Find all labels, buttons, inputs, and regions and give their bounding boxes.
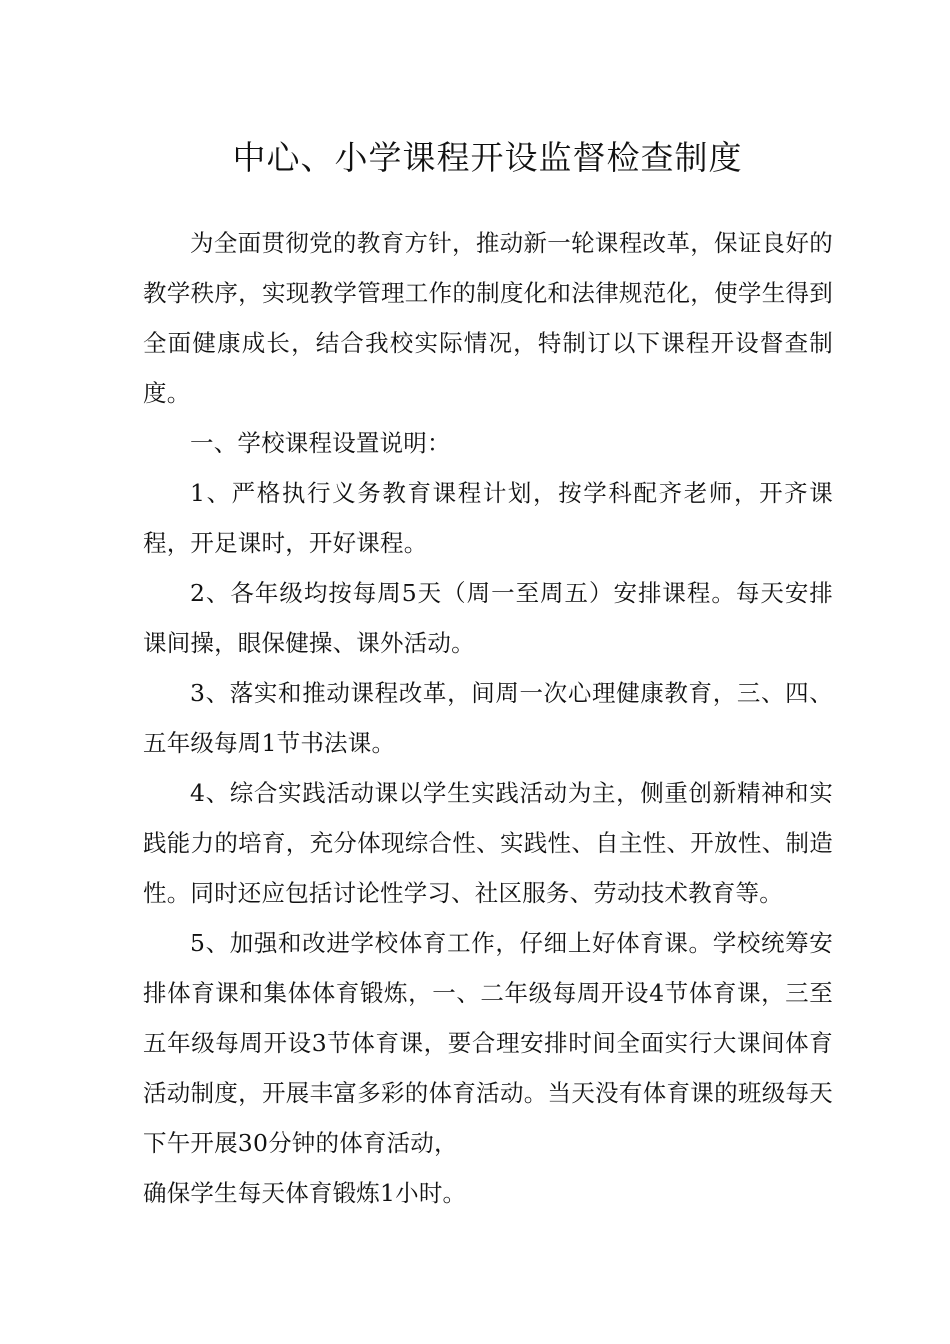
item-4-paragraph: 4、综合实践活动课以学生实践活动为主，侧重创新精神和实践能力的培育，充分体现综合性、实践性、自主性、开放性、制造性。同时还应包括讨论性学习、社区服务、劳动技术教育等。 xyxy=(143,779,833,907)
item-5-continuation: 确保学生每天体育锻炼1小时。 xyxy=(143,1179,467,1207)
document-body xyxy=(143,218,833,1218)
item-2-paragraph: 2、各年级均按每周5天（周一至周五）安排课程。每天安排课间操，眼保健操、课外活动。 xyxy=(143,579,833,657)
document-title: 中心、小学课程开设监督检查制度 xyxy=(232,138,743,177)
intro-paragraph: 为全面贯彻党的教育方针，推动新一轮课程改革，保证良好的教学秩序，实现教学管理工作的制度化和法律规范化，使学生得到全面健康成长，结合我校实际情况，特制订以下课程开设督查制度。 xyxy=(143,229,833,407)
item-1-paragraph: 1、严格执行义务教育课程计划，按学科配齐老师，开齐课程，开足课时，开好课程。 xyxy=(143,479,833,557)
item-3-paragraph: 3、落实和推动课程改革，间周一次心理健康教育，三、四、五年级每周1节书法课。 xyxy=(143,679,833,757)
section-heading: 一、学校课程设置说明： xyxy=(190,429,451,457)
item-5-paragraph: 5、加强和改进学校体育工作，仔细上好体育课。学校统筹安排体育课和集体体育锻炼，一、二年级每周开设4节体育课，三至五年级每周开设3节体育课，要合理安排时间全面实行大课间体育活动制度，开展丰富多彩的体育活动。当天没有体育课的班级每天下午开展30分钟的体育活动， xyxy=(143,929,833,1157)
